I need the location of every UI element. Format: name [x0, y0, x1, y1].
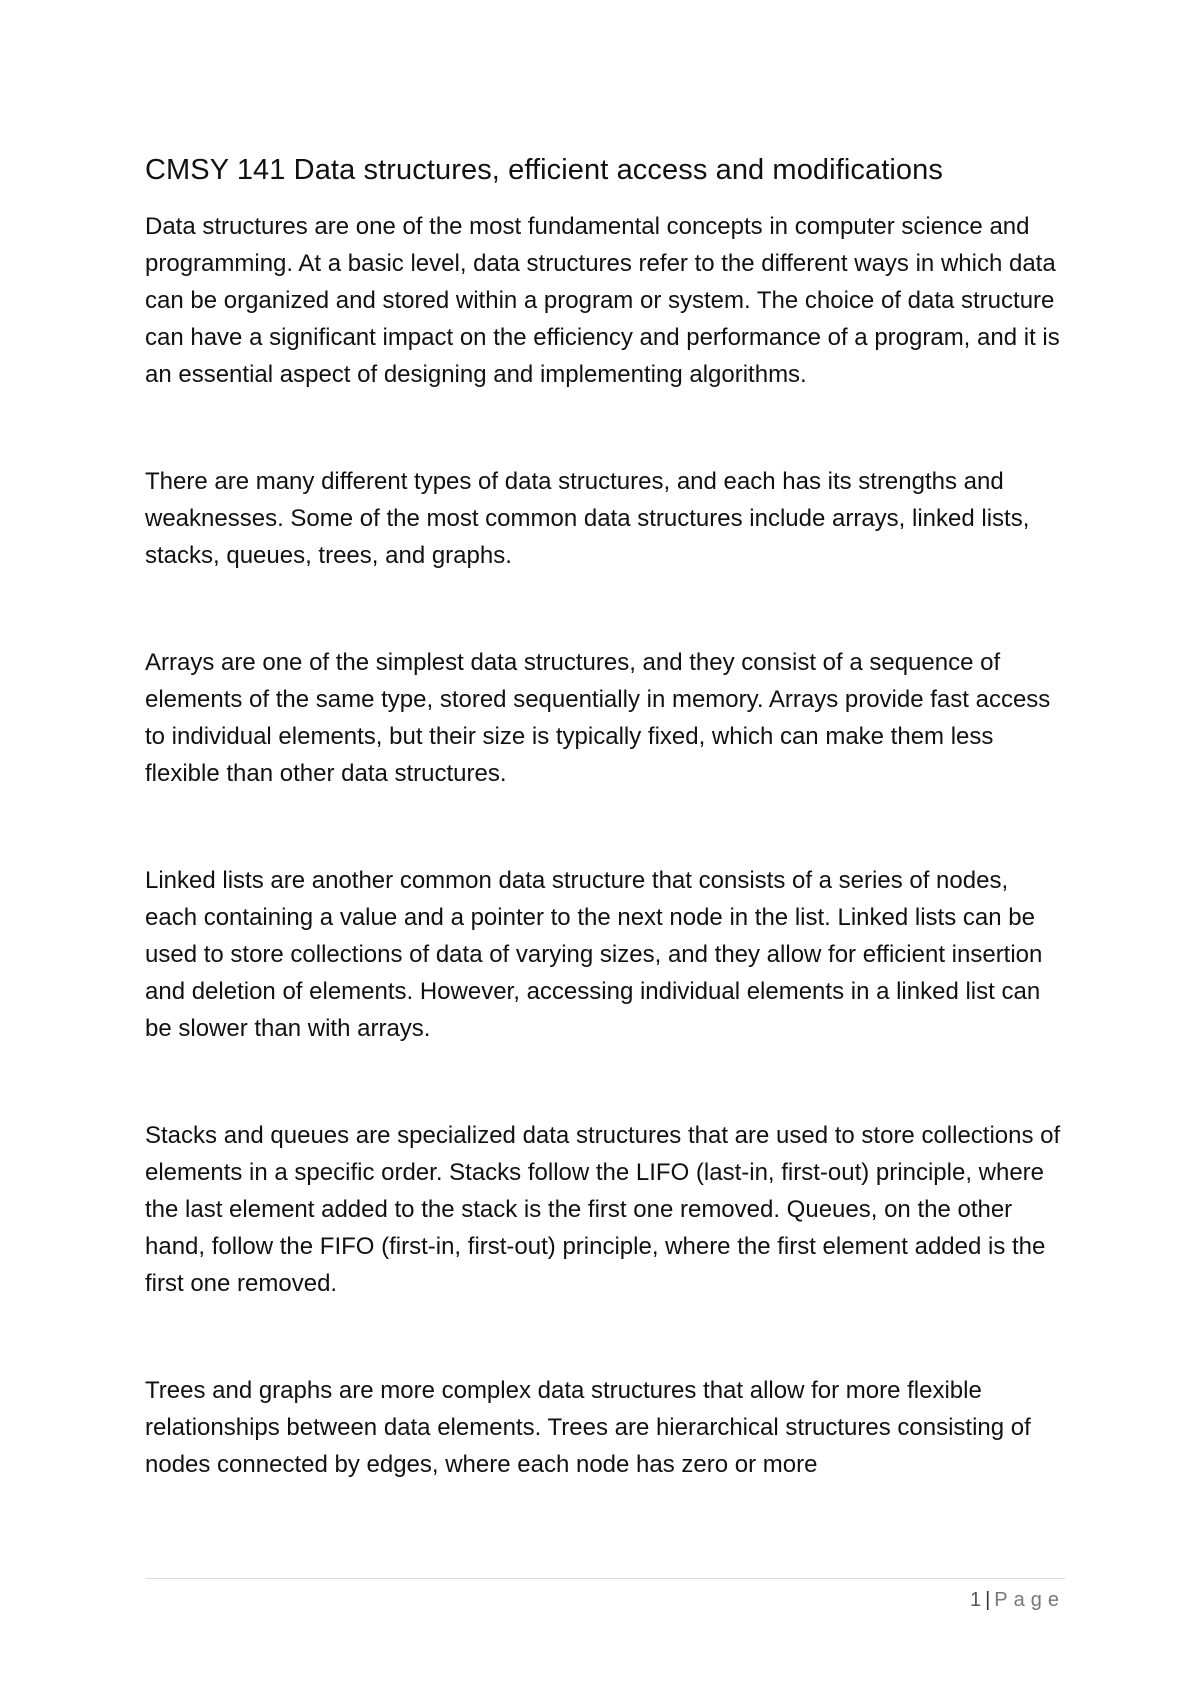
paragraph-linked-lists: Linked lists are another common data structure that consists of a series of nodes, each containing a value and a pointer to the next node in the list. Linked lists can be used to store collections of data of varying sizes, and they allow for efficient insertion and deletion of elements. However, accessing individual elements in a linked list can be slower than with arrays. — [145, 867, 1043, 1042]
paragraph-types: There are many different types of data structures, and each has its strengths and weaknesses. Some of the most common data structures include arrays, linked lists, stacks, queues, trees, and graphs. — [145, 468, 1030, 569]
paragraph-trees-graphs: Trees and graphs are more complex data structures that allow for more flexible relationships between data elements. Trees are hierarchical structures consisting of nodes connected by edges, where each node has zero or more — [145, 1377, 1031, 1478]
paragraph-arrays: Arrays are one of the simplest data structures, and they consist of a sequence of elements of the same type, stored sequentially in memory. Arrays provide fast access to individual elements, but their size is typically fixed, which can make them less flexible than other data structures. — [145, 649, 1051, 787]
page-word: Page — [994, 1589, 1065, 1611]
document-body — [145, 150, 1065, 1483]
footer-separator: | — [985, 1589, 991, 1611]
paragraph-intro: Data structures are one of the most fundamental concepts in computer science and programming. At a basic level, data structures refer to the different ways in which data can be organized and stored within a program or system. The choice of data structure can have a significant impact on the efficiency and performance of a program, and it is an essential aspect of designing and implementing algorithms. — [145, 213, 1060, 388]
paragraph-stacks-queues: Stacks and queues are specialized data structures that are used to store collections of elements in a specific order. Stacks follow the LIFO (last-in, first-out) principle, where the last element added to the stack is the first one removed. Queues, on the other hand, follow the FIFO (first-in, first-out) principle, where the first element added is the first one removed. — [145, 1122, 1061, 1297]
page-number: 1 — [969, 1589, 982, 1611]
page-footer — [970, 1587, 1065, 1613]
document-title: CMSY 141 Data structures, efficient access and modifications — [145, 154, 943, 186]
footer-divider — [145, 1578, 1065, 1579]
